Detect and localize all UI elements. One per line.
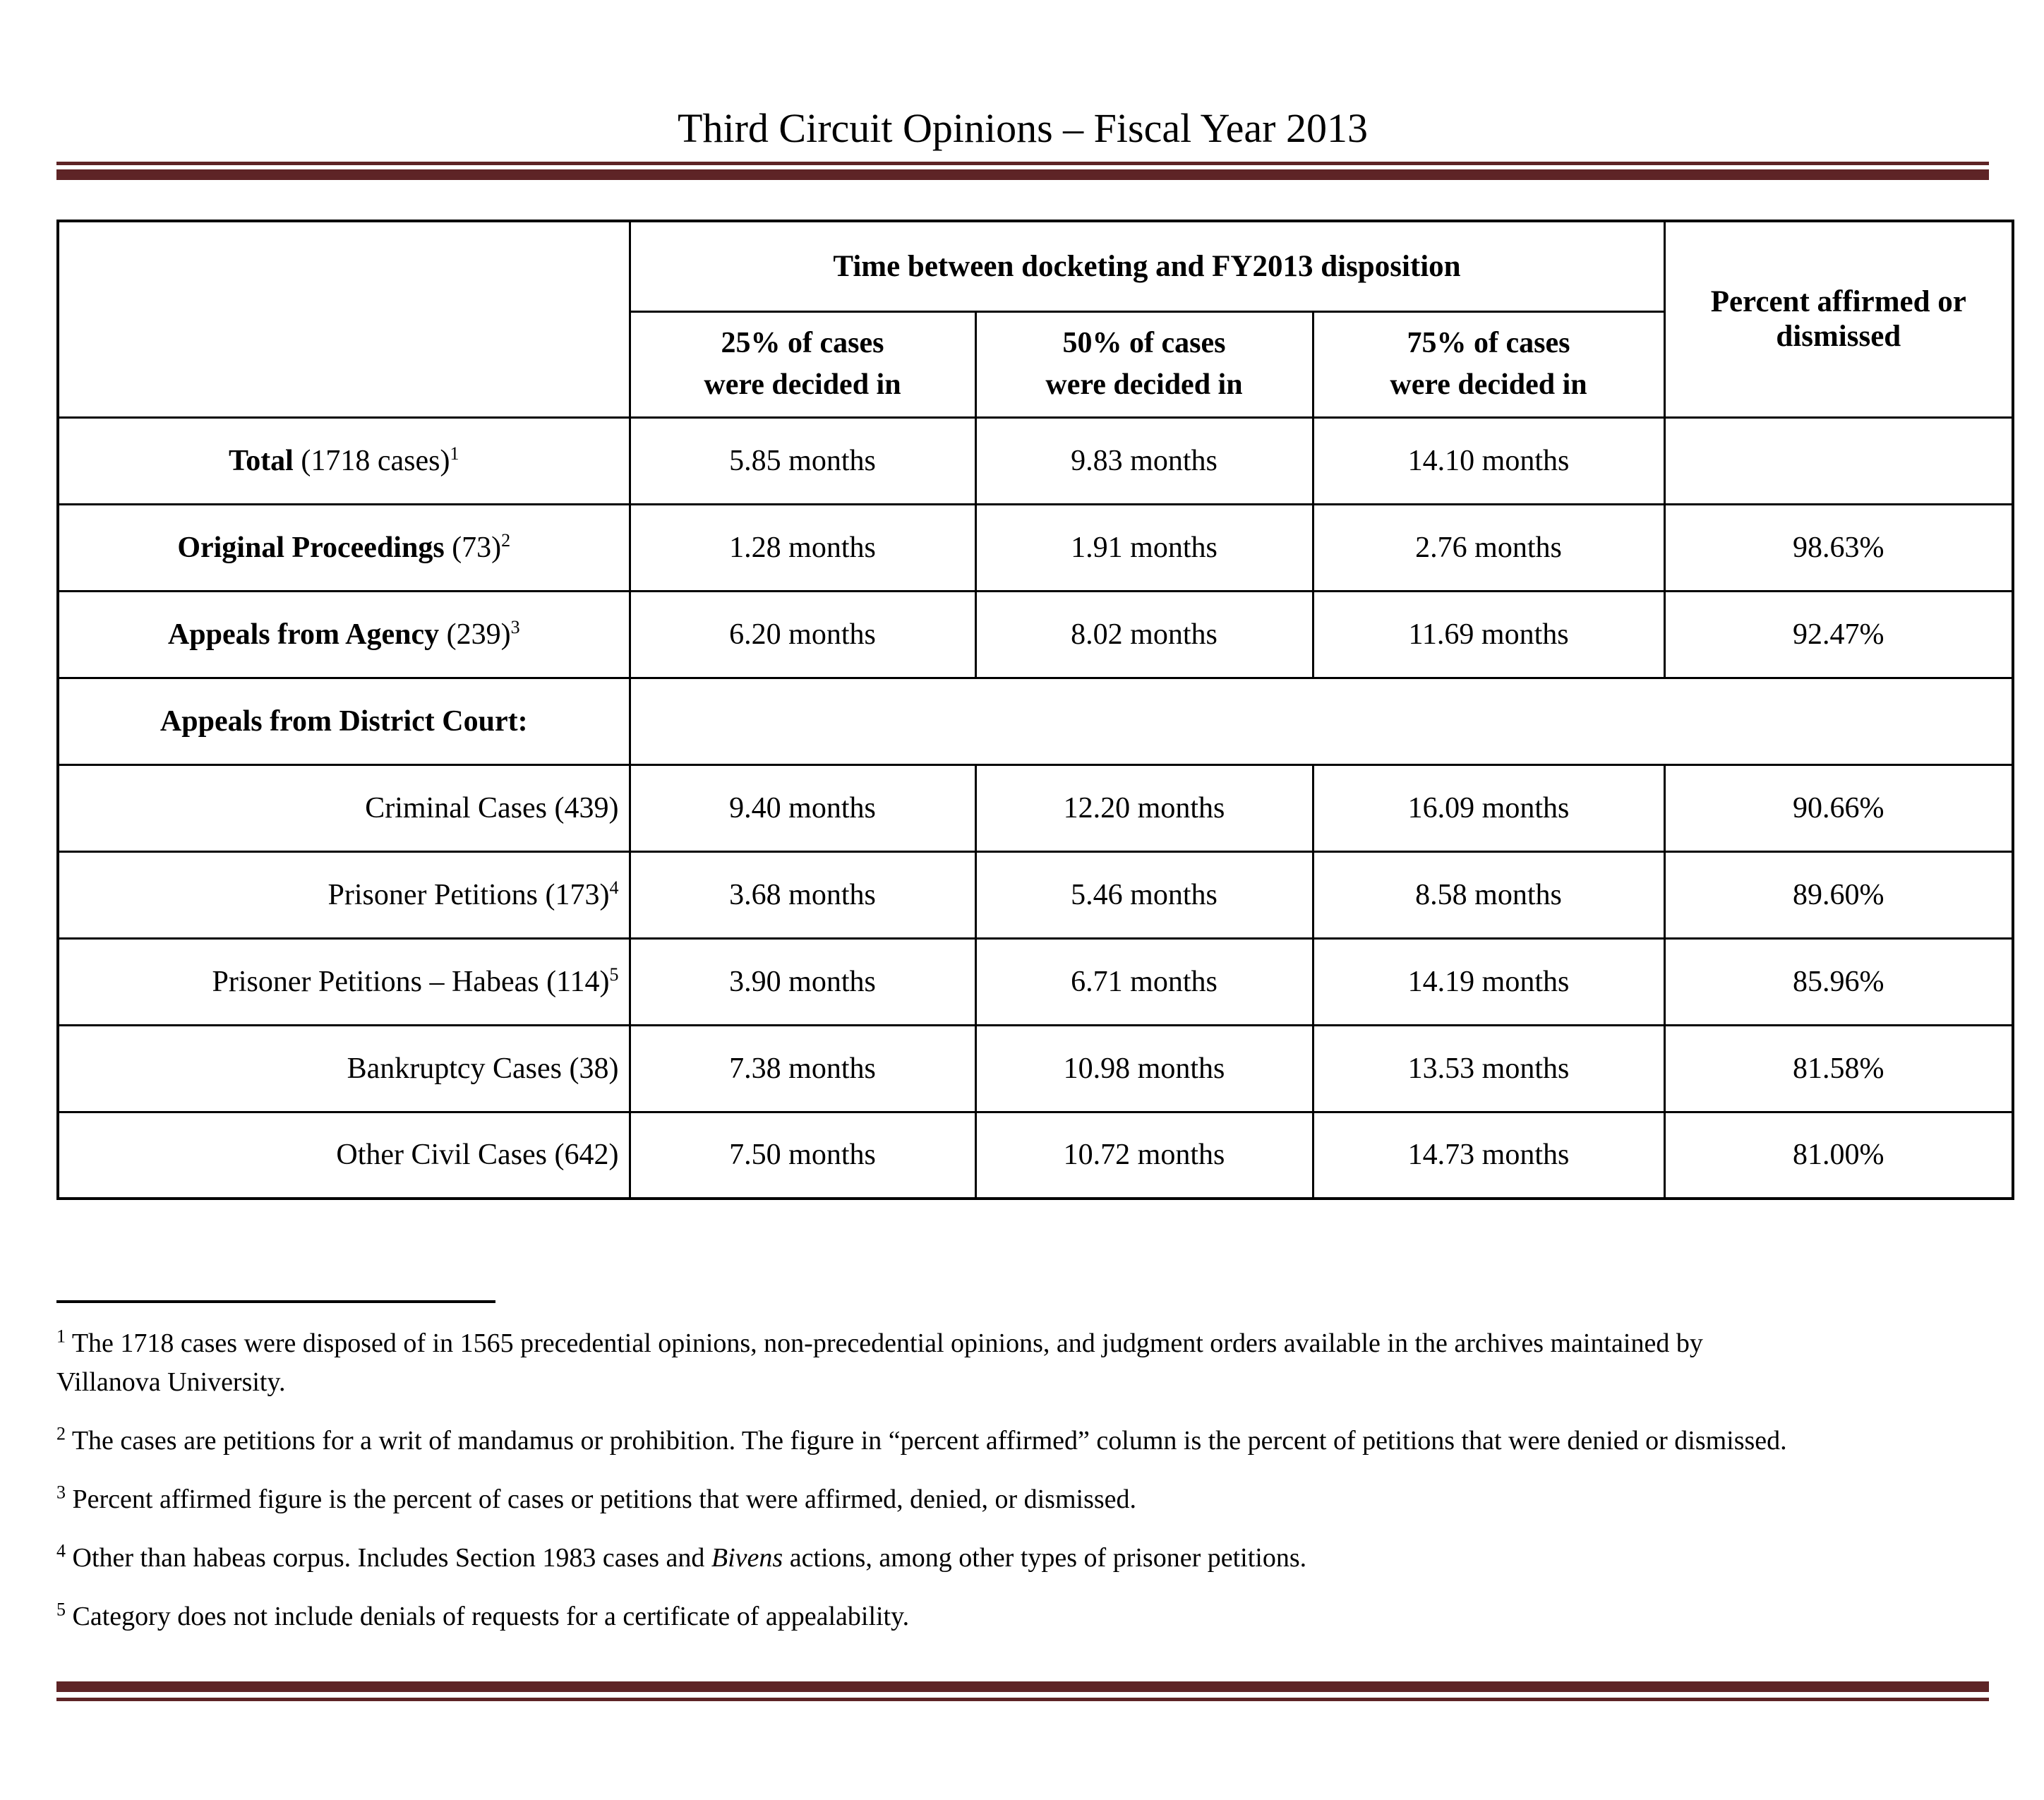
footnote-number: 3 [56,1482,66,1503]
subheader-25-line1: 25% of cases [721,327,884,360]
cell-75pct: 11.69 months [1313,591,1664,678]
percent-header-cell: Percent affirmed or dismissed [1664,221,2013,417]
subheader-50-cell [975,311,1313,417]
cell-percent-affirmed: 92.47% [1664,591,2013,678]
cell-50pct: 1.91 months [975,504,1313,591]
cell-25pct: 7.38 months [630,1025,975,1112]
row-label-cell [58,851,630,938]
row-label-bold: Appeals from Agency [167,618,440,651]
page-title: Third Circuit Opinions – Fiscal Year 2013 [678,105,1368,151]
row-label-cell [58,591,630,678]
footnote-italic-term: Bivens [711,1543,783,1573]
footnote-marker: 5 [609,964,619,985]
cell-25pct: 3.68 months [630,851,975,938]
footnote-marker: 4 [609,877,619,898]
row-label-rest: (73) [444,531,502,564]
row-label-bold: Total [229,444,294,477]
row-label-rest: Other Civil Cases (642) [336,1139,619,1172]
subheader-75-line2: were decided in [1390,368,1587,401]
cell-percent-affirmed: 81.58% [1664,1025,2013,1112]
footnote-5 [56,1597,1990,1636]
footnote-text: Other than habeas corpus. Includes Section 1983 cases and [72,1543,711,1573]
row-label-rest: (239) [439,618,511,651]
row-label-cell [58,764,630,851]
table-row-original-proceedings [58,504,2013,591]
cell-50pct: 8.02 months [975,591,1313,678]
footnote-text-after: actions, among other types of prisoner petitions. [783,1543,1307,1573]
section-label-cell [58,678,630,764]
table-row-total [58,417,2013,504]
footnote-3 [56,1480,1990,1519]
footnote-number: 1 [56,1326,66,1347]
top-separator [56,162,1989,180]
row-label-cell [58,504,630,591]
cell-25pct: 1.28 months [630,504,975,591]
cell-50pct: 9.83 months [975,417,1313,504]
section-empty-cell [630,678,2013,764]
row-label-cell [58,1112,630,1199]
row-label-rest: Bankruptcy Cases (38) [347,1052,619,1085]
cell-50pct: 5.46 months [975,851,1313,938]
footnotes-section [56,1300,1990,1657]
footnote-text-line2: Villanova University. [56,1367,286,1398]
section-label-bold: Appeals from District Court: [160,704,528,738]
cell-percent-affirmed [1664,417,2013,504]
cell-50pct: 10.72 months [975,1112,1313,1199]
footnote-number: 4 [56,1540,66,1561]
footnote-marker: 2 [501,529,511,551]
footnote-marker: 1 [450,443,459,464]
cell-75pct: 14.19 months [1313,938,1664,1025]
subheader-75-line1: 75% of cases [1407,327,1570,360]
table-row-other-civil-cases [58,1112,2013,1199]
top-separator-thick-bar [56,169,1989,180]
bottom-separator [56,1681,1989,1701]
footnote-text: Percent affirmed figure is the percent of cases or petitions that were affirmed, denied, or dismissed. [72,1484,1137,1515]
cell-25pct: 9.40 months [630,764,975,851]
cell-percent-affirmed: 90.66% [1664,764,2013,851]
header-row-group [58,221,2013,311]
cell-75pct: 16.09 months [1313,764,1664,851]
footnote-number: 2 [56,1423,66,1444]
cell-75pct: 14.73 months [1313,1112,1664,1199]
cell-25pct: 7.50 months [630,1112,975,1199]
cell-25pct: 5.85 months [630,417,975,504]
footnote-number: 5 [56,1599,66,1620]
cell-percent-affirmed: 89.60% [1664,851,2013,938]
row-label-rest: Prisoner Petitions (173) [327,878,610,911]
bottom-separator-thick-bar [56,1681,1989,1692]
footnote-2 [56,1422,1990,1460]
cell-75pct: 14.10 months [1313,417,1664,504]
subheader-50-line2: were decided in [1045,368,1243,401]
subheader-50-line1: 50% of cases [1062,327,1226,360]
cell-50pct: 6.71 months [975,938,1313,1025]
opinions-table [56,220,2014,1200]
table-row-appeals-from-agency [58,591,2013,678]
table-row-appeals-from-district-court [58,678,2013,764]
footnote-text: The 1718 cases were disposed of in 1565 precedential opinions, non-precedential opinions, and judgment orders available in the archives maintained by [71,1328,1703,1358]
group-header-cell: Time between docketing and FY2013 disposition [630,221,1664,311]
row-label-cell [58,938,630,1025]
cell-25pct: 3.90 months [630,938,975,1025]
row-label-rest: Criminal Cases (439) [365,791,619,824]
cell-75pct: 8.58 months [1313,851,1664,938]
cell-75pct: 13.53 months [1313,1025,1664,1112]
footnote-text: Category does not include denials of requests for a certificate of appealability. [72,1602,910,1632]
row-label-cell [58,1025,630,1112]
cell-percent-affirmed: 85.96% [1664,938,2013,1025]
table-row-prisoner-petitions [58,851,2013,938]
footnote-4 [56,1539,1990,1578]
row-label-rest: Prisoner Petitions – Habeas (114) [212,965,610,998]
cell-50pct: 10.98 months [975,1025,1313,1112]
row-label-bold: Original Proceedings [177,531,445,564]
subheader-75-cell [1313,311,1664,417]
cell-percent-affirmed: 98.63% [1664,504,2013,591]
bottom-separator-thin-line [56,1698,1989,1701]
table-row-prisoner-petitions-habeas [58,938,2013,1025]
cell-25pct: 6.20 months [630,591,975,678]
subheader-25-line2: were decided in [704,368,901,401]
row-label-rest: (1718 cases) [293,444,450,477]
row-label-cell [58,417,630,504]
table-row-bankruptcy-cases [58,1025,2013,1112]
footnote-1 [56,1324,1990,1402]
footnote-separator [56,1300,495,1303]
footnote-text: The cases are petitions for a writ of mandamus or prohibition. The figure in “percent affirmed” column is the percent of petitions that were denied or dismissed. [71,1426,1787,1456]
top-separator-thin-line [56,162,1989,165]
cell-50pct: 12.20 months [975,764,1313,851]
subheader-25-cell [630,311,975,417]
empty-corner-cell [58,221,630,417]
cell-percent-affirmed: 81.00% [1664,1112,2013,1199]
cell-75pct: 2.76 months [1313,504,1664,591]
footnote-marker: 3 [510,616,520,637]
table-row-criminal-cases [58,764,2013,851]
